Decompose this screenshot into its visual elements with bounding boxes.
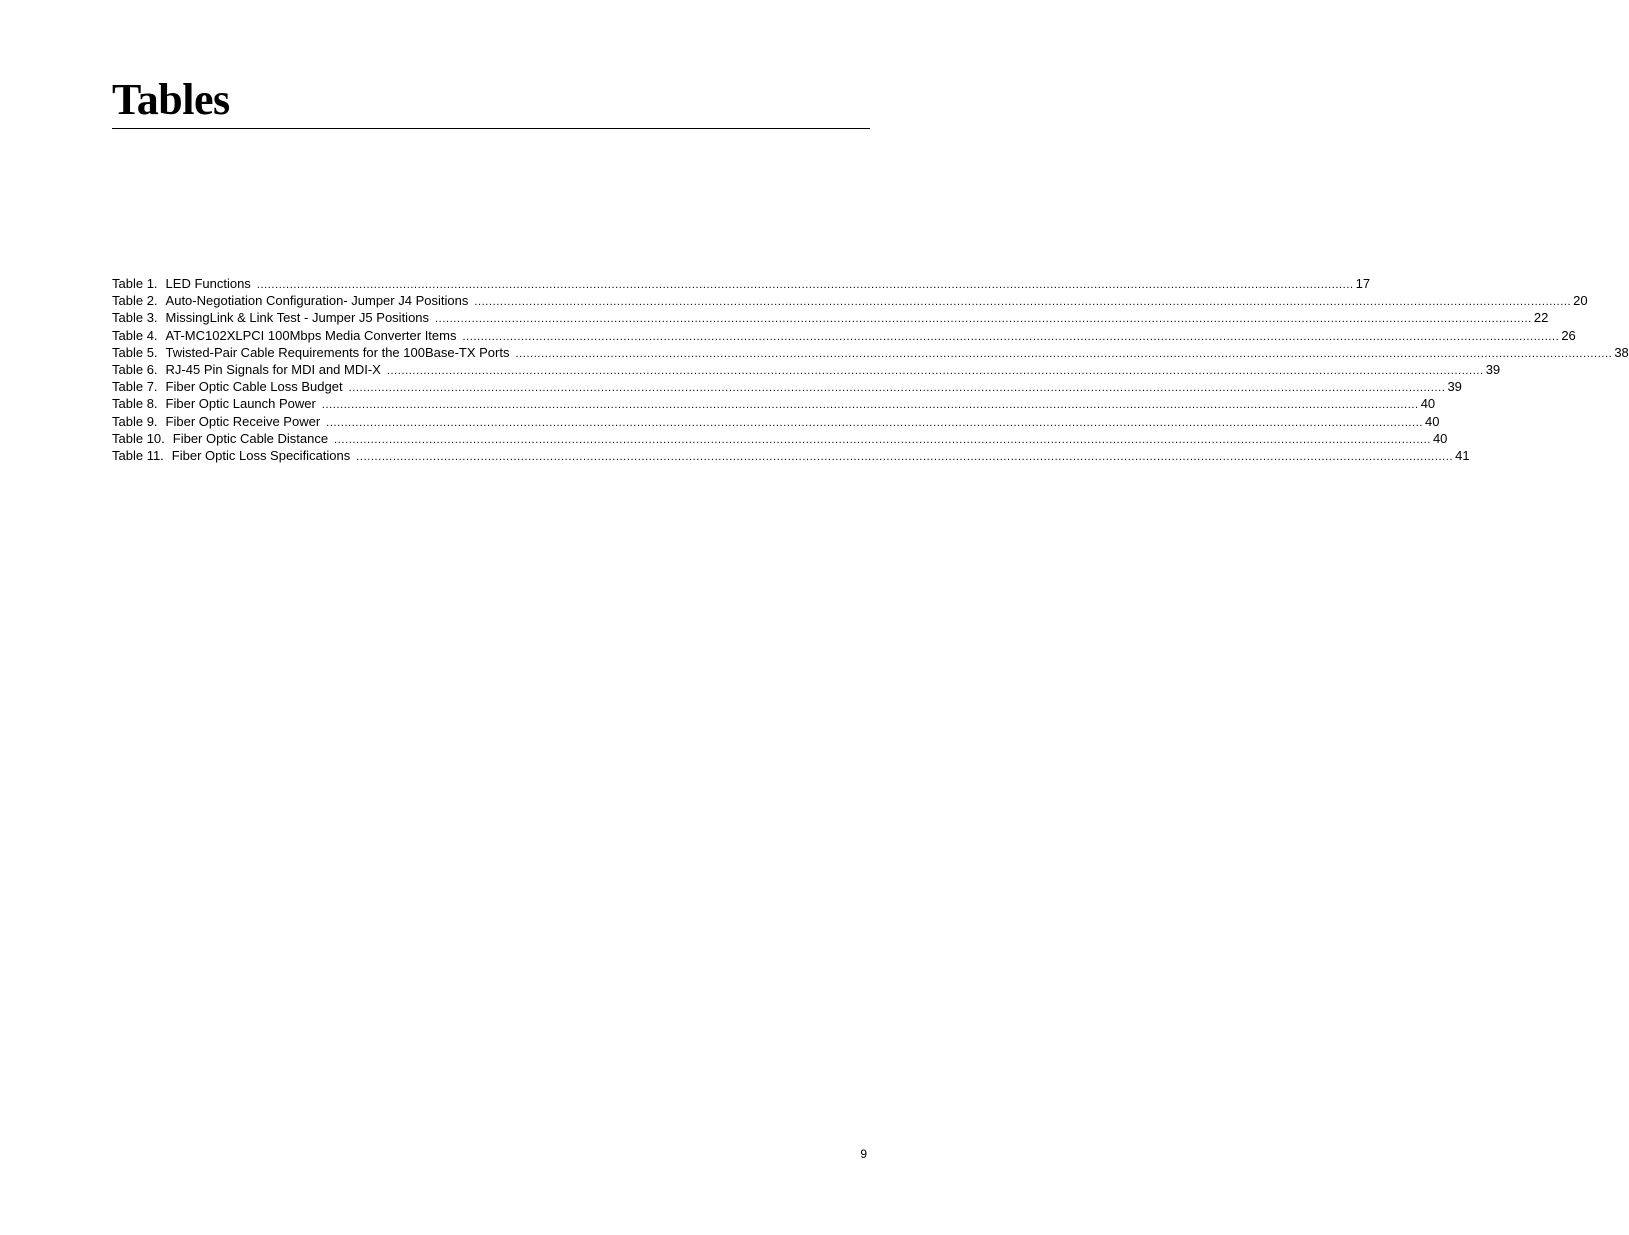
toc-entry-page: 40: [1425, 413, 1440, 429]
toc-entry-title: AT-MC102XLPCI 100Mbps Media Converter Items: [165, 327, 457, 343]
toc-entry-page: 26: [1561, 327, 1576, 343]
toc-entry-label: [112, 344, 509, 361]
toc-entry-page: 38: [1614, 344, 1629, 360]
toc-entry-label: [112, 413, 320, 430]
dot-leader: ............................................................................................................................................................................................................................................................................................................: [256, 279, 1354, 291]
toc-entry-page: 39: [1447, 379, 1462, 395]
toc-entry[interactable]: [112, 292, 1588, 309]
list-of-tables: [112, 275, 1629, 464]
toc-entry-label: [112, 309, 429, 326]
dot-leader: ............................................................................................................................................................................................................................................................................................................: [348, 382, 1446, 395]
toc-entry[interactable]: [112, 447, 1470, 464]
dot-leader: ............................................................................................................................................................................................................................................................................................................: [474, 296, 1572, 309]
toc-entry-title: Auto-Negotiation Configuration- Jumper J4 Positions: [165, 293, 469, 309]
toc-entry-label: [112, 327, 456, 344]
toc-entry-number: Table 8.: [112, 396, 158, 412]
toc-entry-title: Fiber Optic Cable Loss Budget: [165, 379, 343, 395]
toc-entry[interactable]: [112, 275, 1371, 292]
dot-leader: ............................................................................................................................................................................................................................................................................................................: [462, 330, 1560, 343]
toc-entry[interactable]: [112, 327, 1576, 344]
toc-entry-number: Table 1.: [112, 276, 158, 291]
toc-entry-number: Table 9.: [112, 413, 158, 429]
toc-entry-page: 17: [1355, 276, 1371, 291]
page-title: Tables: [112, 75, 230, 124]
toc-entry-label: [112, 447, 350, 464]
dot-leader: ............................................................................................................................................................................................................................................................................................................: [515, 347, 1613, 360]
toc-entry-page: 20: [1573, 293, 1588, 309]
toc-entry-title: Fiber Optic Cable Distance: [172, 430, 329, 446]
toc-entry-number: Table 7.: [112, 379, 158, 395]
toc-entry-title: MissingLink & Link Test - Jumper J5 Positions: [165, 310, 430, 326]
toc-entry-label: [112, 292, 468, 309]
toc-entry-title: LED Functions: [165, 276, 251, 291]
toc-entry[interactable]: [112, 344, 1629, 361]
toc-entry-title: Twisted-Pair Cable Requirements for the 100Base-TX Ports: [165, 344, 510, 360]
dot-leader: ............................................................................................................................................................................................................................................................................................................: [321, 399, 1419, 412]
toc-entry-number: Table 10.: [112, 430, 165, 446]
dot-leader: ............................................................................................................................................................................................................................................................................................................: [386, 364, 1484, 377]
toc-entry-label: [112, 395, 316, 412]
toc-entry[interactable]: [112, 378, 1462, 395]
toc-entry-title: Fiber Optic Loss Specifications: [171, 447, 351, 463]
toc-entry-page: 40: [1420, 396, 1436, 412]
toc-entry-number: Table 6.: [112, 361, 158, 377]
toc-entry[interactable]: [112, 413, 1440, 430]
title-rule: [112, 128, 870, 129]
dot-leader: ............................................................................................................................................................................................................................................................................................................: [435, 313, 1532, 326]
dot-leader: ............................................................................................................................................................................................................................................................................................................: [326, 416, 1424, 429]
dot-leader: ............................................................................................................................................................................................................................................................................................................: [334, 433, 1431, 446]
dot-leader: ............................................................................................................................................................................................................................................................................................................: [356, 450, 1454, 463]
toc-entry-label: [112, 378, 343, 395]
toc-entry-page: 40: [1432, 430, 1448, 446]
toc-entry[interactable]: [112, 430, 1448, 447]
toc-entry-label: [112, 430, 328, 447]
toc-entry-label: [112, 275, 251, 292]
toc-entry-page: 39: [1485, 361, 1501, 377]
toc-entry[interactable]: [112, 395, 1436, 412]
toc-entry-number: Table 11.: [112, 447, 164, 463]
toc-entry-number: Table 4.: [112, 327, 158, 343]
toc-entry-number: Table 5.: [112, 344, 158, 360]
toc-entry-title: Fiber Optic Launch Power: [165, 396, 316, 412]
toc-entry-title: Fiber Optic Receive Power: [165, 413, 321, 429]
toc-entry-page: 41: [1455, 447, 1470, 463]
toc-entry[interactable]: [112, 309, 1549, 326]
toc-entry[interactable]: [112, 361, 1501, 378]
toc-entry-number: Table 3.: [112, 310, 158, 326]
page-number: 9: [860, 1147, 867, 1161]
toc-entry-title: RJ-45 Pin Signals for MDI and MDI-X: [165, 361, 381, 377]
toc-entry-page: 22: [1533, 310, 1549, 326]
toc-entry-number: Table 2.: [112, 293, 158, 309]
toc-entry-label: [112, 361, 381, 378]
